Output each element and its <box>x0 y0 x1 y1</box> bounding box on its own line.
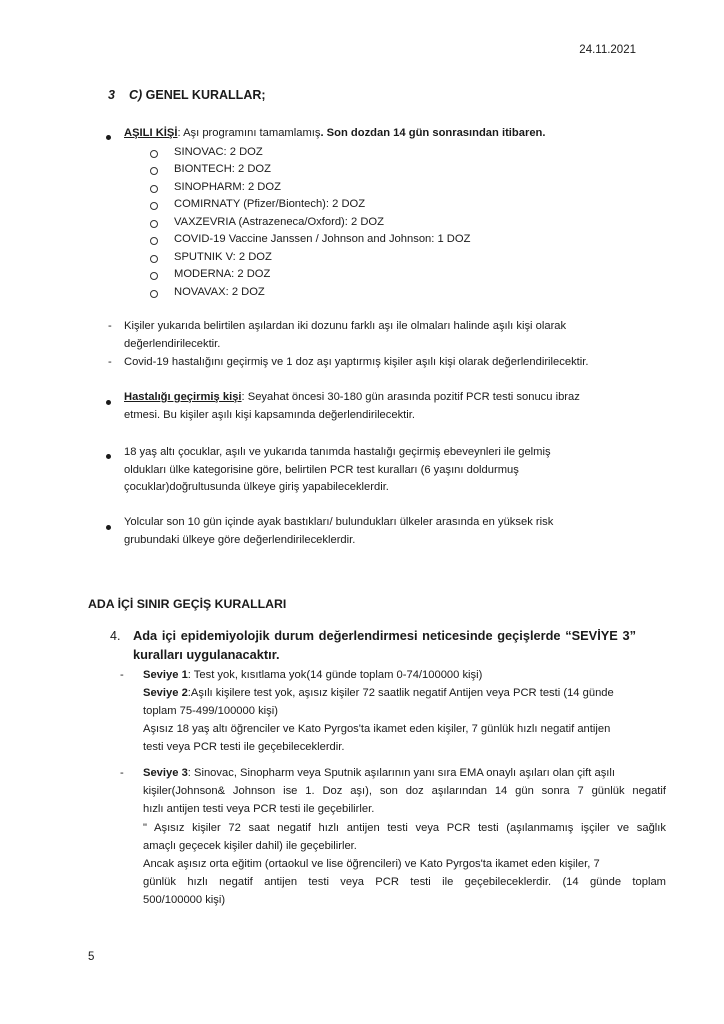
asili-kisi-bold: . Son dozdan 14 gün sonrasından itibaren. <box>320 127 546 139</box>
circle-bullet-icon <box>150 272 158 280</box>
asili-kisi-label: AŞILI KİŞİ <box>124 127 178 139</box>
section-title <box>108 88 266 102</box>
circle-bullet-icon <box>150 290 158 298</box>
ada-item-line: Ada içi epidemiyolojik durum değerlendirmesi neticesinde geçişlerde “SEVİYE 3” <box>133 628 636 643</box>
vaccine-item: COMIRNATY (Pfizer/Biontech): 2 DOZ <box>174 198 366 210</box>
seviye3-line: kişiler(Johnson& Johnson ise 1. Doz aşı), son doz aşılarından 14 gün sonra 7 günlük negatif <box>143 785 666 797</box>
vaccine-item: SINOPHARM: 2 DOZ <box>174 181 281 193</box>
circle-bullet-icon <box>150 237 158 245</box>
circle-bullet-icon <box>150 150 158 158</box>
hastaligi-line: etmesi. Bu kişiler aşılı kişi kapsamında değerlendirilecektir. <box>124 409 415 421</box>
page-number: 5 <box>88 951 95 963</box>
header-date: 24.11.2021 <box>579 44 636 56</box>
vaccine-item: NOVAVAX: 2 DOZ <box>174 286 265 298</box>
vaccine-item: SINOVAC: 2 DOZ <box>174 146 263 158</box>
circle-bullet-icon <box>150 255 158 263</box>
seviye3-line: Ancak aşısız orta eğitim (ortaokul ve lise öğrencileri) ve Kato Pyrgos'ta ikamet eden kişiler, 7 <box>143 858 600 870</box>
seviye2-line: Aşısız 18 yaş altı öğrenciler ve Kato Pyrgos'ta ikamet eden kişiler, 7 günlük hızlı negatif antijen <box>143 723 611 735</box>
dash-bullet: - <box>108 356 112 368</box>
hastaligi-paragraph <box>124 391 580 403</box>
dash-bullet: - <box>108 320 112 332</box>
vaccine-item: COVID-19 Vaccine Janssen / Johnson and Johnson: 1 DOZ <box>174 233 471 245</box>
section-number: 3 <box>108 88 115 102</box>
seviye3-line: hızlı antijen testi veya PCR testi ile geçebilirler. <box>143 803 375 815</box>
seviye1-text: : Test yok, kısıtlama yok(14 günde toplam 0-74/100000 kişi) <box>187 669 483 681</box>
seviye3-line: amaçlı geçecek kişiler dahil) ile geçebilirler. <box>143 840 357 852</box>
section-letter: C) <box>128 88 143 102</box>
seviye2-line: testi veya PCR testi ile geçebileceklerdir. <box>143 741 345 753</box>
asili-kisi-text: : Aşı programını tamamlamış <box>177 127 321 139</box>
bullet-icon <box>106 521 114 533</box>
seviye2-label: Seviye 2 <box>143 687 188 699</box>
circle-bullet-icon <box>150 167 158 175</box>
note-line: Covid-19 hastalığını geçirmiş ve 1 doz aşı yaptırmış kişiler aşılı kişi olarak değerlendirilecektir. <box>124 356 589 368</box>
ada-item-line: kuralları uygulanacaktır. <box>133 647 280 662</box>
circle-bullet-icon <box>150 185 158 193</box>
circle-bullet-icon <box>150 202 158 210</box>
item-number: 4. <box>110 629 121 643</box>
vaccine-item: SPUTNIK V: 2 DOZ <box>174 251 272 263</box>
seviye3-line: günlük hızlı negatif antijen testi veya PCR testi ile geçebileceklerdir. (14 günde toplam <box>143 876 666 888</box>
dash-bullet: - <box>120 767 124 779</box>
hastaligi-text: : Seyahat öncesi 30-180 gün arasında pozitif PCR testi sonucu ibraz <box>241 391 580 403</box>
vaccine-item: BIONTECH: 2 DOZ <box>174 163 271 175</box>
cocuklar-line: çocuklar)doğrultusunda ülkeye giriş yapabileceklerdir. <box>124 481 389 493</box>
section-title-text: GENEL KURALLAR; <box>142 88 266 102</box>
dash-bullet: - <box>120 669 124 681</box>
yolcular-line: Yolcular son 10 gün içinde ayak bastıkları/ bulundukları ülkeler arasında en yüksek risk <box>124 516 554 528</box>
ada-heading: ADA İÇİ SINIR GEÇİŞ KURALLARI <box>88 597 287 611</box>
note-line: değerlendirilecektir. <box>124 338 221 350</box>
seviye2-line: toplam 75-499/100000 kişi) <box>143 705 278 717</box>
bullet-icon <box>106 131 114 143</box>
asili-kisi-paragraph <box>124 127 546 139</box>
cocuklar-line: oldukları ülke kategorisine göre, belirtilen PCR test kuralları (6 yaşını doldurmuş <box>124 464 519 476</box>
bullet-icon <box>106 450 114 462</box>
seviye2-paragraph <box>143 687 614 699</box>
seviye3-text: : Sinovac, Sinopharm veya Sputnik aşılarının yanı sıra EMA onaylı aşıları olan çift aşılı <box>187 767 615 779</box>
note-line: Kişiler yukarıda belirtilen aşılardan iki dozunu farklı aşı ile olmaları halinde aşılı kişi olarak <box>124 320 567 332</box>
seviye3-paragraph <box>143 767 615 779</box>
yolcular-line: grubundaki ülkeye göre değerlendirileceklerdir. <box>124 534 356 546</box>
bullet-icon <box>106 396 114 408</box>
seviye3-label: Seviye 3 <box>143 767 188 779</box>
hastaligi-label: Hastalığı geçirmiş kişi <box>124 391 242 403</box>
cocuklar-line: 18 yaş altı çocuklar, aşılı ve yukarıda tanımda hastalığı geçirmiş ebeveynleri ile gelmiş <box>124 446 551 458</box>
vaccine-item: VAXZEVRIA (Astrazeneca/Oxford): 2 DOZ <box>174 216 384 228</box>
vaccine-item: MODERNA: 2 DOZ <box>174 268 271 280</box>
seviye3-line: " Aşısız kişiler 72 saat negatif hızlı antijen testi veya PCR testi (aşılanmamış işçiler ve sağlık <box>143 822 666 834</box>
seviye1-label: Seviye 1 <box>143 669 188 681</box>
seviye1-paragraph <box>143 669 482 681</box>
seviye3-line: 500/100000 kişi) <box>143 894 226 906</box>
seviye2-text: :Aşılı kişilere test yok, aşısız kişiler 72 saatlik negatif Antijen veya PCR testi (14 günde <box>187 687 614 699</box>
circle-bullet-icon <box>150 220 158 228</box>
